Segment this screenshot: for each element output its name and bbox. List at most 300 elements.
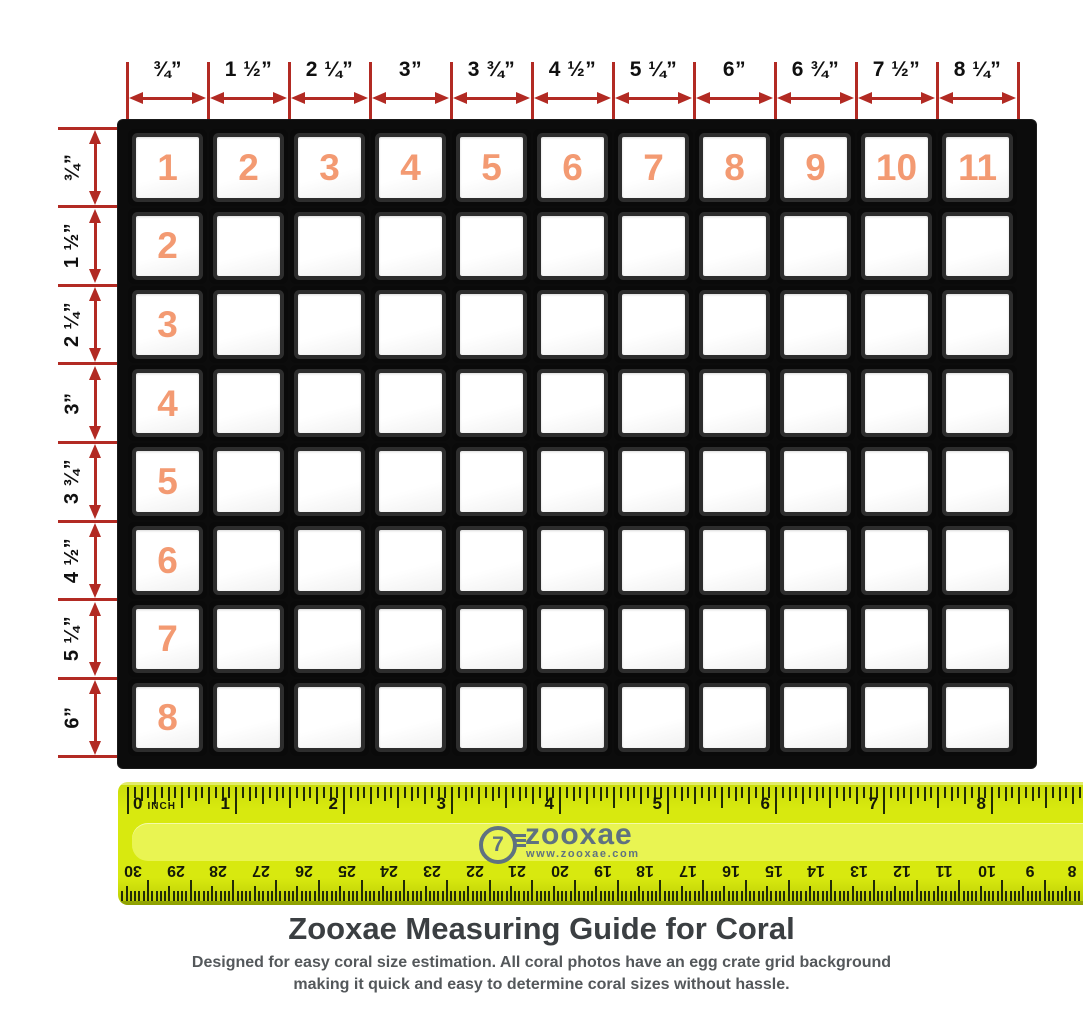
arrow-line [464, 97, 519, 100]
ruler-tick-cm [177, 891, 179, 901]
ruler-tick-cm [121, 891, 123, 901]
ruler-cm-number: 8 [1067, 862, 1077, 879]
grid-cell-number: 5 [481, 146, 502, 188]
ruler-tick-inch [910, 787, 912, 804]
ruler-cm-number: 10 [978, 862, 996, 879]
ruler-tick-cm [1027, 891, 1029, 901]
subtitle-line-2: making it quick and easy to determine coral sizes without hassle. [293, 976, 790, 993]
ruler-tick-cm [711, 891, 713, 901]
grid-cell [379, 137, 442, 198]
ruler-tick-cm [839, 891, 841, 901]
grid-cell [379, 373, 442, 434]
ruler-tick-cm [570, 891, 572, 901]
ruler-tick-cm [343, 891, 345, 901]
ruler-tick-inch [714, 787, 716, 798]
ruler-cm-number: 9 [1025, 862, 1035, 879]
ruler-tick-cm [339, 886, 341, 901]
ruler-tick-inch [242, 787, 244, 798]
ruler-inch-number: 3 [436, 794, 446, 813]
grid-cell [460, 530, 523, 591]
ruler-cm-number: 17 [679, 862, 697, 879]
ruler-tick-cm [472, 891, 474, 901]
ruler-tick-cm [1069, 891, 1071, 901]
ruler-tick-cm [335, 891, 337, 901]
ruler-tick-cm [130, 891, 132, 901]
grid-cell [379, 216, 442, 277]
ruler-tick-cm [805, 891, 807, 901]
ruler-tick-cm [937, 886, 939, 901]
ruler [118, 782, 1083, 905]
ruler-tick-cm [540, 891, 542, 901]
ruler-tick-inch [991, 787, 993, 814]
ruler-tick-cm [860, 891, 862, 901]
ruler-tick-cm [1048, 891, 1050, 901]
ruler-tick-cm [271, 891, 273, 901]
egg-crate-grid [118, 120, 1036, 768]
ruler-tick-cm [881, 891, 883, 901]
ruler-tick-inch [377, 787, 379, 798]
ruler-tick-inch [897, 787, 899, 801]
arrow-line [94, 141, 97, 194]
ruler-tick-cm [450, 891, 452, 901]
ruler-tick-cm [647, 891, 649, 901]
ruler-cm-number: 27 [252, 862, 270, 879]
ruler-tick-cm [1014, 891, 1016, 901]
grid-cell [136, 294, 199, 355]
grid-cell [136, 137, 199, 198]
ruler-cm-number: 13 [850, 862, 868, 879]
grid-cell [622, 687, 685, 748]
grid-cell [217, 294, 280, 355]
measure-arrow [939, 92, 1016, 105]
arrowhead-left-icon [777, 92, 791, 104]
grid-cell-number: 7 [157, 618, 178, 660]
ruler-tick-inch [1065, 787, 1067, 798]
ruler-cm-number: 23 [423, 862, 441, 879]
measure-label-left [56, 521, 90, 600]
measure-label-top: 3 ¾” [467, 58, 516, 81]
grid-cell-number: 6 [562, 146, 583, 188]
arrowhead-right-icon [516, 92, 530, 104]
ruler-tick-inch [822, 787, 824, 798]
measure-arrow [89, 680, 102, 755]
ruler-tick-cm [745, 880, 747, 901]
measure-label-top: 8 ¼” [953, 58, 1002, 81]
brand-wordmark: zooxae [525, 818, 633, 851]
ruler-tick-cm [561, 891, 563, 901]
grid-cell [298, 216, 361, 277]
ruler-tick-cm [454, 891, 456, 901]
ruler-tick-cm [224, 891, 226, 901]
ruler-tick-cm [459, 891, 461, 901]
arrowhead-left-icon [615, 92, 629, 104]
ruler-tick-inch [262, 787, 264, 804]
grid-cell [379, 687, 442, 748]
measure-arrow [129, 92, 206, 105]
ruler-tick-cm [894, 886, 896, 901]
ruler-tick-cm [676, 891, 678, 901]
arrowhead-left-icon [453, 92, 467, 104]
grid-cell [703, 373, 766, 434]
ruler-tick-cm [527, 891, 529, 901]
ruler-tick-cm [412, 891, 414, 901]
ruler-tick-cm [770, 891, 772, 901]
grid-cell [784, 373, 847, 434]
arrowhead-right-icon [192, 92, 206, 104]
grid-cell-number: 9 [805, 146, 826, 188]
grid-cell-number: 10 [875, 146, 918, 188]
grid-cell [541, 294, 604, 355]
ruler-tick-cm [309, 891, 311, 901]
grid-cell [946, 294, 1009, 355]
ruler-inch-number: 0 INCH [133, 794, 176, 813]
ruler-tick-cm [984, 891, 986, 901]
ruler-tick-cm [249, 891, 251, 901]
measure-arrow [89, 523, 102, 598]
measure-label-top: 5 ¼” [629, 58, 678, 81]
ruler-tick-inch [586, 787, 588, 804]
brand-website: www.zooxae.com [526, 848, 640, 860]
grid-cell [784, 294, 847, 355]
ruler-tick-cm [809, 886, 811, 901]
grid-cell [865, 294, 928, 355]
ruler-tick-cm [292, 891, 294, 901]
arrowhead-right-icon [354, 92, 368, 104]
ruler-tick-cm [523, 891, 525, 901]
ruler-tick-cm [399, 891, 401, 901]
arrowhead-down-icon [89, 426, 101, 440]
grid-cell-number: 5 [157, 461, 178, 503]
ruler-tick-cm [775, 891, 777, 901]
ruler-tick-cm [544, 891, 546, 901]
ruler-tick-cm [536, 891, 538, 901]
measure-arrow [858, 92, 935, 105]
ruler-cm-number: 15 [764, 862, 783, 879]
ruler-tick-inch [701, 787, 703, 798]
ruler-tick-cm [1065, 886, 1067, 901]
ruler-tick-cm [600, 891, 602, 901]
ruler-tick-cm [655, 891, 657, 901]
measure-arrow [210, 92, 287, 105]
grid-cell-number: 2 [157, 225, 178, 267]
grid-cell [784, 687, 847, 748]
ruler-tick-cm [830, 880, 832, 901]
grid-cell [136, 216, 199, 277]
grid-cell [622, 451, 685, 512]
ruler-tick-inch [350, 787, 352, 798]
grid-cell [460, 294, 523, 355]
ruler-tick-inch [1011, 787, 1013, 798]
ruler-tick-cm [237, 891, 239, 901]
grid-cell [703, 451, 766, 512]
ruler-tick-cm [420, 891, 422, 901]
arrowhead-up-icon [89, 444, 101, 458]
ruler-tick-inch [829, 787, 831, 808]
grid-cell [541, 530, 604, 591]
ruler-tick-cm [625, 891, 627, 901]
measure-arrow [89, 130, 102, 205]
arrowhead-left-icon [372, 92, 386, 104]
grid-cell [946, 216, 1009, 277]
ruler-tick-cm [753, 891, 755, 901]
ruler-tick-inch [917, 787, 919, 798]
ruler-tick-inch [816, 787, 818, 801]
grid-cell [217, 137, 280, 198]
ruler-tick-cm [698, 891, 700, 901]
arrowhead-left-icon [210, 92, 224, 104]
ruler-tick-cm [907, 891, 909, 901]
ruler-tick-cm [574, 880, 576, 901]
arrowhead-right-icon [840, 92, 854, 104]
ruler-tick-cm [1010, 891, 1012, 901]
grid-cell [946, 373, 1009, 434]
ruler-tick-cm [258, 891, 260, 901]
ruler-cm-number: 16 [721, 862, 740, 879]
arrowhead-left-icon [534, 92, 548, 104]
ruler-tick-cm [190, 880, 192, 901]
ruler-tick-cm [715, 891, 717, 901]
ruler-tick-cm [847, 891, 849, 901]
measure-arrow [89, 444, 102, 519]
ruler-tick-cm [869, 891, 871, 901]
ruler-tick-cm [138, 891, 140, 901]
ruler-tick-cm [621, 891, 623, 901]
ruler-tick-cm [681, 886, 683, 901]
ruler-tick-cm [407, 891, 409, 901]
ruler-tick-cm [126, 886, 128, 901]
ruler-tick-cm [967, 891, 969, 901]
ruler-tick-inch [681, 787, 683, 801]
ruler-tick-cm [203, 891, 205, 901]
ruler-tick-cm [728, 891, 730, 901]
ruler-tick-cm [817, 891, 819, 901]
ruler-tick-inch [613, 787, 615, 808]
grid-cell [379, 609, 442, 670]
ruler-tick-inch [809, 787, 811, 798]
ruler-tick-inch [478, 787, 480, 804]
grid-cell [784, 137, 847, 198]
ruler-tick-cm [642, 891, 644, 901]
ruler-tick-cm [331, 891, 333, 901]
ruler-tick-cm [395, 891, 397, 901]
ruler-tick-inch [903, 787, 905, 798]
measure-label-left [56, 600, 90, 679]
arrowhead-up-icon [89, 523, 101, 537]
ruler-tick-cm [1052, 891, 1054, 901]
arrowhead-down-icon [89, 584, 101, 598]
ruler-tick-cm [531, 880, 533, 901]
ruler-tick-cm [877, 891, 879, 901]
ruler-tick-inch [694, 787, 696, 804]
arrowhead-right-icon [921, 92, 935, 104]
grid-cell [298, 294, 361, 355]
ruler-tick-cm [181, 891, 183, 901]
ruler-cm-number: 12 [892, 862, 911, 879]
grid-cell-number: 4 [400, 146, 421, 188]
grid-cell [541, 451, 604, 512]
ruler-tick-cm [732, 891, 734, 901]
ruler-tick-inch [667, 787, 669, 814]
ruler-tick-inch [802, 787, 804, 804]
ruler-tick-cm [480, 891, 482, 901]
ruler-tick-cm [954, 891, 956, 901]
grid-cell [217, 687, 280, 748]
arrow-line [94, 220, 97, 273]
ruler-tick-cm [207, 891, 209, 901]
arrowhead-right-icon [759, 92, 773, 104]
grid-cell [946, 609, 1009, 670]
ruler-tick-cm [565, 891, 567, 901]
ruler-tick-cm [279, 891, 281, 901]
measure-label-top: 4 ½” [548, 58, 597, 81]
ruler-inch-number: 2 [328, 794, 338, 813]
ruler-cm-number: 21 [508, 862, 527, 879]
ruler-tick-cm [241, 891, 243, 901]
ruler-cm-number: 20 [551, 862, 569, 879]
grid-cell [460, 687, 523, 748]
ruler-tick-cm [719, 891, 721, 901]
ruler-tick-cm [583, 891, 585, 901]
grid-cell [217, 609, 280, 670]
ruler-tick-inch [343, 787, 345, 814]
ruler-cm-number: 30 [124, 862, 142, 879]
measure-arrow [89, 209, 102, 284]
arrowhead-down-icon [89, 348, 101, 362]
ruler-tick-cm [766, 886, 768, 901]
ruler-tick-cm [899, 891, 901, 901]
grid-cell [865, 137, 928, 198]
ruler-tick-inch [789, 787, 791, 801]
ruler-tick-cm [160, 891, 162, 901]
arrowhead-right-icon [597, 92, 611, 104]
ruler-tick-cm [489, 880, 491, 901]
ruler-tick-inch [606, 787, 608, 798]
grid-cell [460, 216, 523, 277]
ruler-tick-cm [668, 891, 670, 901]
grid-cell [136, 530, 199, 591]
arrow-line [94, 691, 97, 744]
ruler-tick-inch [357, 787, 359, 801]
ruler-tick-cm [211, 886, 213, 901]
ruler-tick-cm [958, 880, 960, 901]
measure-label-left [56, 364, 90, 443]
grid-cell [622, 216, 685, 277]
arrowhead-left-icon [696, 92, 710, 104]
grid-cell [703, 216, 766, 277]
ruler-tick-inch [559, 787, 561, 814]
arrow-line [221, 97, 276, 100]
ruler-tick-cm [920, 891, 922, 901]
grid-cell-number: 3 [319, 146, 340, 188]
brand-mark-icon: 7 [479, 826, 517, 864]
arrow-line [94, 455, 97, 508]
grid-cell [541, 373, 604, 434]
measure-label-left [56, 678, 90, 757]
measure-label-top: 3” [398, 58, 423, 81]
grid-cell-number: 8 [157, 696, 178, 738]
grid-cell [541, 687, 604, 748]
ruler-tick-cm [1022, 886, 1024, 901]
ruler-tick-inch [363, 787, 365, 798]
grid-cell [460, 137, 523, 198]
ruler-cm-number: 28 [209, 862, 228, 879]
ruler-tick-cm [173, 891, 175, 901]
ruler-tick-cm [147, 880, 149, 901]
ruler-tick-cm [143, 891, 145, 901]
grid-cell [298, 530, 361, 591]
ruler-unit-label: INCH [147, 801, 176, 812]
measure-label-left [56, 207, 90, 286]
ruler-tick-cm [864, 891, 866, 901]
ruler-tick-cm [1018, 891, 1020, 901]
ruler-tick-cm [356, 891, 358, 901]
ruler-tick-cm [232, 880, 234, 901]
ruler-tick-inch [451, 787, 453, 814]
arrowhead-right-icon [435, 92, 449, 104]
ruler-tick-cm [971, 891, 973, 901]
grid-cell [703, 530, 766, 591]
arrowhead-left-icon [291, 92, 305, 104]
grid-cell [946, 530, 1009, 591]
ruler-tick-cm [783, 891, 785, 901]
measure-arrow [89, 602, 102, 677]
arrow-line [383, 97, 438, 100]
ruler-tick-cm [933, 891, 935, 901]
arrowhead-up-icon [89, 287, 101, 301]
arrowhead-down-icon [89, 662, 101, 676]
ruler-tick-cm [429, 891, 431, 901]
ruler-tick-cm [617, 880, 619, 901]
ruler-tick-inch [1005, 787, 1007, 801]
ruler-tick-inch [1018, 787, 1020, 804]
ruler-tick-cm [164, 891, 166, 901]
ruler-tick-inch [505, 787, 507, 808]
arrowhead-up-icon [89, 366, 101, 380]
measure-arrow [89, 287, 102, 362]
arrowhead-up-icon [89, 680, 101, 694]
measure-arrow [777, 92, 854, 105]
ruler-tick-inch [390, 787, 392, 798]
ruler-tick-cm [198, 891, 200, 901]
ruler-tick-cm [446, 880, 448, 901]
page-title: Zooxae Measuring Guide for Coral [288, 911, 795, 946]
grid-cell [865, 216, 928, 277]
ruler-tick-cm [997, 891, 999, 901]
ruler-tick-cm [843, 891, 845, 901]
ruler-tick-inch [775, 787, 777, 814]
ruler-tick-inch [937, 787, 939, 808]
ruler-tick-cm [386, 891, 388, 901]
ruler-tick-cm [672, 891, 674, 901]
ruler-tick-inch [249, 787, 251, 801]
ruler-tick-cm [497, 891, 499, 901]
ruler-tick-cm [664, 891, 666, 901]
ruler-tick-inch [458, 787, 460, 798]
ruler-tick-inch [1052, 787, 1054, 798]
ruler-tick-cm [578, 891, 580, 901]
measure-label-text: 5 ¼” [61, 616, 84, 662]
ruler-tick-cm [651, 891, 653, 901]
ruler-inch-number: 7 [868, 794, 878, 813]
grid-cell [703, 609, 766, 670]
ruler-tick-cm [834, 891, 836, 901]
ruler-tick-cm [758, 891, 760, 901]
measure-label-text: 2 ¼” [61, 301, 84, 348]
ruler-tick-cm [275, 880, 277, 901]
ruler-tick-inch [498, 787, 500, 798]
ruler-tick-cm [352, 891, 354, 901]
ruler-tick-cm [941, 891, 943, 901]
